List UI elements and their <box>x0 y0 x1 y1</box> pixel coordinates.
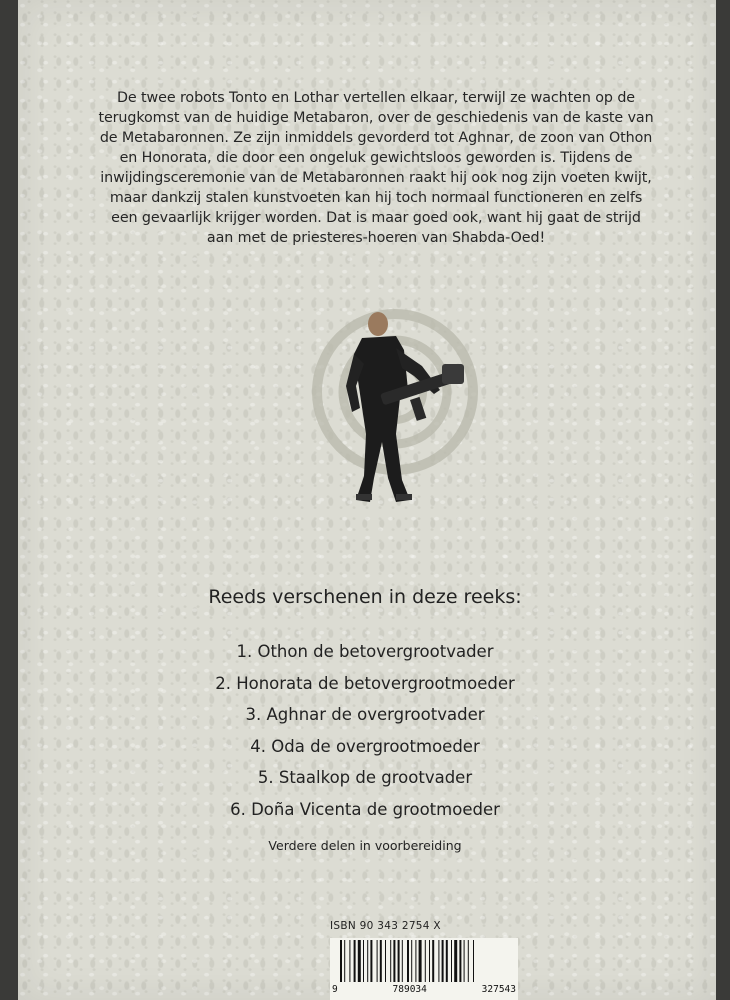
barcode-digit-group-left: 789034 <box>392 984 427 995</box>
list-item: 6. Doña Vicenta de grootmoeder <box>230 799 500 819</box>
series-heading: Reeds verschenen in deze reeks: <box>208 586 522 608</box>
list-item: 2. Honorata de betovergrootmoeder <box>215 673 515 693</box>
back-cover <box>18 0 716 1000</box>
list-item: 5. Staalkop de grootvader <box>257 768 473 787</box>
synopsis-text: De twee robots Tonto en Lothar vertellen elkaar, terwijl ze wachten op de terugkomst van de huidige Metabaron, over de geschiedenis van de kaste van de Metabaronnen. Ze zijn inmiddels gevorderd tot Aghnar, de zoon van Othon en Honorata, die door een ongeluk gewichtsloos geworden is. Tijdens de inwijdingsceremonie van de Metabaronnen raakt hij ook nog zijn voeten kwijt, maar dankzij stalen kunstvoeten kan hij toch normaal functioneren en zelfs een gevaarlijk krijger worden. Dat is maar goed ook, want hij gaat de strijd aan met de priesteres-hoeren van Shabda-Oed! <box>98 90 654 246</box>
series-title-list <box>0 636 730 825</box>
metabaron-figure-image <box>310 302 480 514</box>
isbn-label: ISBN 90 343 2754 X <box>330 920 441 932</box>
barcode-digit-group-right: 327543 <box>481 984 516 995</box>
list-item: 4. Oda de overgrootmoeder <box>250 736 480 756</box>
barcode-bars-image <box>330 938 518 984</box>
list-item: 3. Aghnar de overgrootvader <box>245 705 485 724</box>
list-item: 1. Othon de betovergrootvader <box>236 642 494 661</box>
character-illustration <box>310 302 480 514</box>
barcode-digits <box>330 982 518 998</box>
forthcoming-note: Verdere delen in voorbereiding <box>268 838 462 853</box>
barcode-digit-first: 9 <box>332 984 338 995</box>
